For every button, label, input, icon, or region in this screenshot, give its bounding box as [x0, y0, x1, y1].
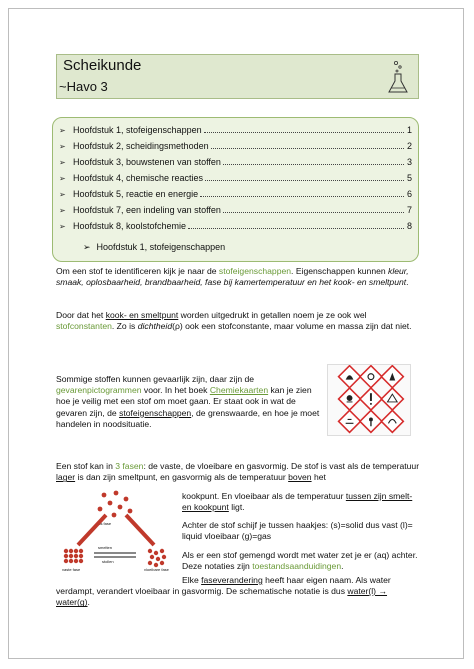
- hazard-pictogram-icon: [360, 410, 382, 432]
- toc-label: Hoofdstuk 7, een indeling van stoffen: [73, 205, 221, 215]
- term-boven: boven: [288, 472, 312, 483]
- term-stofeigenschappen: stofeigenschappen: [218, 266, 292, 276]
- toc-page: 8: [406, 221, 412, 231]
- term-stofconstanten: stofconstanten: [56, 321, 112, 332]
- toc-label: Hoofdstuk 4, chemische reacties: [73, 173, 204, 183]
- gas-phase-label: gas fase: [96, 521, 112, 526]
- freeze-label: stollen: [102, 559, 114, 564]
- toc-item[interactable]: [59, 187, 412, 201]
- toc-leader: [205, 171, 404, 181]
- paragraph-gevarenpictogrammen: [56, 374, 324, 430]
- solid-phase-label: vaste fase: [62, 567, 81, 572]
- text: Sommige stoffen kunnen gevaarlijk zijn, daar zijn de: [56, 374, 255, 384]
- toc-leader: [211, 139, 404, 149]
- hazard-pictogram-icon: [360, 388, 382, 410]
- toc-page: 5: [406, 173, 412, 183]
- term-water-notatie: water(l) → water(g): [56, 586, 388, 608]
- term-chemiekaarten: Chemiekaarten: [209, 385, 269, 396]
- paragraph-faseverandering: [56, 575, 420, 609]
- paragraph-fasen: [56, 461, 420, 483]
- paragraph-stofconstanten: [56, 310, 420, 332]
- hazard-pictogram-icon: [360, 366, 382, 388]
- term-stofeigenschappen: stofeigenschappen: [119, 407, 192, 418]
- table-of-contents: [52, 117, 419, 262]
- hazard-pictogram-icon: [339, 410, 361, 432]
- melt-label: smelten: [98, 545, 113, 550]
- toc-label: Hoofdstuk 3, bouwstenen van stoffen: [73, 157, 221, 167]
- property-list: kleur, smaak, oplosbaarheid, brandbaarheid, fase bij kamertemperatuur en het kook- en smeltpunt: [56, 266, 409, 288]
- page-title: Scheikunde: [63, 57, 142, 74]
- term-3-fasen: 3 fasen: [115, 461, 144, 471]
- text: ligt.: [228, 502, 245, 513]
- solid-particles: [64, 549, 83, 563]
- bullet-icon: ➢: [59, 174, 66, 183]
- toc-label: Hoofdstuk 2, scheidingsmethoden: [73, 141, 209, 151]
- text: .: [87, 597, 90, 608]
- bullet-icon: ➢: [59, 222, 66, 231]
- toc-page: 6: [406, 189, 412, 199]
- term-gevarenpictogrammen: gevarenpictogrammen: [56, 385, 142, 396]
- text: Achter de stof schijf je tussen haakjes: (s)=solid dus vast (l)= liquid vloeibaar (g)=gas: [182, 520, 413, 542]
- paragraph-stofeigenschappen: [56, 266, 420, 288]
- text: Als er een stof gemengd wordt met water zet je er (aq) achter. Deze notaties zijn: [182, 550, 418, 572]
- text: Door dat het: [56, 310, 106, 320]
- paragraph-kookpunt: [182, 491, 420, 513]
- toc-item[interactable]: [59, 155, 412, 169]
- bullet-icon: ➢: [59, 126, 66, 135]
- toc-leader: [188, 219, 404, 229]
- hazard-pictogram-icon: [381, 410, 403, 432]
- text: Om een stof te identificeren kijk je naar de: [56, 266, 219, 276]
- hazard-pictogram-icon: [381, 388, 403, 410]
- toc-leader: [200, 187, 404, 197]
- text: is dan zijn smeltpunt, en gasvormig als de temperatuur: [75, 472, 289, 483]
- toc-label: Hoofdstuk 5, reactie en energie: [73, 189, 199, 199]
- text: kookpunt. En vloeibaar als de temperatuur: [182, 491, 346, 501]
- toc-label: Hoofdstuk 1, stofeigenschappen: [73, 125, 202, 135]
- page-subtitle: ~Havo 3: [59, 79, 108, 94]
- bullet-icon: ➢: [59, 190, 66, 199]
- paragraph-notatie: [182, 520, 420, 542]
- arrow-down-right: [126, 515, 154, 545]
- arrow-up-left: [78, 515, 106, 545]
- text: Een stof kan in: [56, 461, 116, 471]
- term-lager: lager: [56, 472, 76, 483]
- hazard-pictogram-icon: [339, 366, 361, 388]
- bullet-icon: ➢: [59, 206, 66, 215]
- toc-item[interactable]: [59, 219, 412, 233]
- toc-page: 1: [406, 125, 412, 135]
- text: worden uitgedrukt in getallen noem je ze ook wel: [178, 310, 367, 320]
- text: (ρ) ook een stofconstante, maar volume en massa zijn dat niet.: [172, 321, 412, 332]
- paragraph-aq: [182, 550, 420, 572]
- text: heeft haar eigen naam. Als water verdampt, verandert vloeibaar in gasvormig. De schematische notatie is dus: [56, 575, 391, 597]
- phase-diagram-image: [56, 489, 176, 573]
- toc-page: 7: [406, 205, 412, 215]
- text: Elke: [182, 575, 202, 585]
- toc-leader: [223, 155, 404, 165]
- text: kan je zien hoe je veilig met een stof om moet gaan. Er staat ook in wat de gevaren zijn, de: [56, 385, 312, 418]
- liquid-particles: [148, 549, 166, 567]
- text: . Zo is: [111, 321, 138, 332]
- hazard-pictogram-icon: [381, 366, 403, 388]
- section-heading-text: Hoofdstuk 1, stofeigenschappen: [96, 242, 226, 252]
- toc-item[interactable]: [59, 171, 412, 185]
- toc-leader: [223, 203, 404, 213]
- arrow-bullet-icon: ➢: [83, 242, 91, 252]
- flask-icon: [386, 59, 410, 95]
- title-banner: [56, 54, 419, 99]
- toc-page: 2: [406, 141, 412, 151]
- text: . Eigenschappen kunnen: [291, 266, 389, 276]
- toc-item[interactable]: [59, 139, 412, 153]
- bullet-icon: ➢: [59, 158, 66, 167]
- toc-page: 3: [406, 157, 412, 167]
- term-kook-smeltpunt: kook- en smeltpunt: [105, 310, 179, 320]
- text: .: [341, 561, 344, 572]
- term-dichtheid: dichtheid: [137, 321, 173, 332]
- term-tussen-smelt-kookpunt: tussen zijn smelt- en kookpunt: [182, 491, 413, 513]
- term-faseverandering: faseverandering: [201, 575, 263, 585]
- text: , de grenswaarde, en hoe je moet handelen in noodsituatie.: [56, 407, 320, 429]
- text: .: [406, 277, 409, 288]
- hazard-pictogram-icon: [339, 388, 361, 410]
- section-heading: [83, 242, 225, 253]
- liquid-phase-label: vloeibare fase: [144, 567, 169, 572]
- text: : de vaste, de vloeibare en gasvormig. De stof is vast als de temperatuur: [143, 461, 420, 471]
- term-toestandsaanduidingen: toestandsaanduidingen: [252, 561, 342, 572]
- text: het: [311, 472, 326, 483]
- toc-item[interactable]: [59, 123, 412, 137]
- toc-item[interactable]: [59, 203, 412, 217]
- toc-leader: [204, 123, 404, 133]
- text: voor. In het boek: [141, 385, 210, 396]
- gas-particles: [98, 491, 133, 518]
- hazard-pictograms-image: [327, 364, 411, 436]
- toc-label: Hoofdstuk 8, koolstofchemie: [73, 221, 187, 231]
- bullet-icon: ➢: [59, 142, 66, 151]
